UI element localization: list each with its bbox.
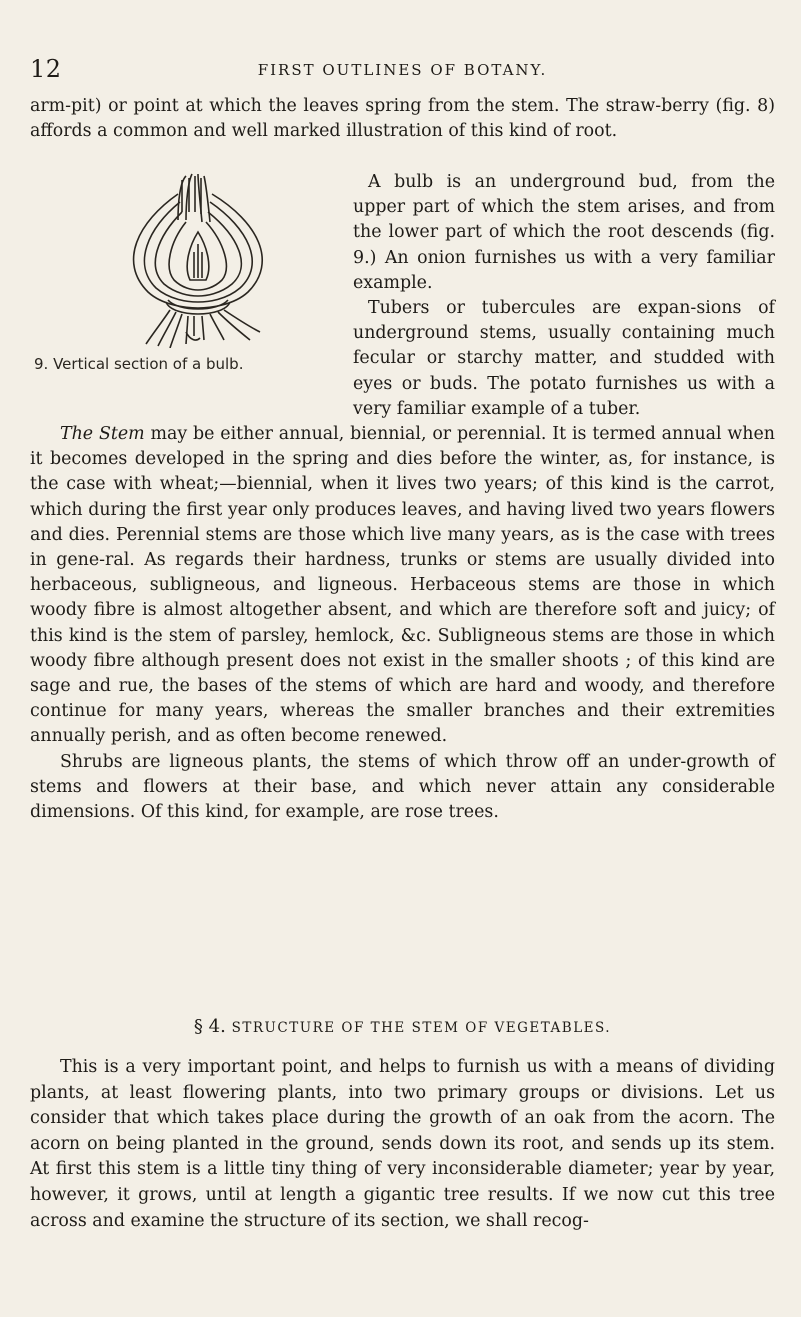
bulb-section-illustration — [108, 172, 288, 348]
figure-bulb — [30, 172, 345, 402]
paragraph-stem — [30, 422, 775, 750]
page-number: 12 — [30, 55, 62, 83]
figure-caption: 9. Vertical section of a bulb. — [34, 355, 244, 373]
section-title: STRUCTURE OF THE STEM OF VEGETABLES. — [231, 1020, 612, 1036]
page-header — [30, 55, 775, 85]
paragraph-structure: This is a very important point, and helps to furnish us with a means of dividing plants, at least flowering plants, into two primary groups or divisions. Let us consider that which takes place during the growth of an oak from the acorn. The acorn on being planted in the ground, sends down its root, and sends up its stem. At first this stem is a little tiny thing of very inconsiderable diameter; year by year, however, it grows, until at length a gigantic tree results. If we now cut this tree across and examine the structure of its section, we shall recog- — [30, 1057, 775, 1231]
section-heading — [30, 1016, 775, 1037]
paragraph-bulb: A bulb is an underground bud, from the upper part of which the stem arises, and from the lower part of which the root descends (fig. 9.) An onion furnishes us with a very familiar example. — [353, 172, 775, 293]
paragraph-root-illustration — [30, 94, 775, 144]
paragraph-shrubs: Shrubs are ligneous plants, the stems of which throw off an under-growth of stems and flowers at their base, and which never attain any considerable dimensions. Of this kind, for example, are rose trees. — [30, 751, 775, 823]
paragraph-tubers: Tubers or tubercules are expan-sions of underground stems, usually containing much fecular or starchy matter, and studded with eyes or buds. The potato furnishes us with a very familiar example of a tuber. — [353, 298, 775, 419]
paragraph-text: arm-pit) or point at which the leaves spring from the stem. The straw-berry (fig. 8) affords a common and well marked illustration of this kind of root. — [30, 96, 775, 142]
structure-section-text — [30, 1055, 775, 1234]
stem-section-text — [30, 422, 775, 825]
section-number: § 4. — [193, 1016, 226, 1037]
paragraph-stem-text: may be either annual, biennial, or perennial. It is termed annual when it becomes developed in the spring and dies before the winter, as, for instance, is the case with wheat;—biennial, when it lives two years; of this kind is the carrot, which during the first year only produces leaves, and having lived two years flowers and dies. Perennial stems are those which live many years, as is the case with trees in gene-ral. As regards their hardness, trunks or stems are usually divided into herbaceous, subligneous, and ligneous. Herbaceous stems are those in which woody fibre is almost altogether absent, and which are therefore soft and juicy; of this kind is the stem of parsley, hemlock, &c. Subligneous stems are those in which woody fibre although present does not exist in the smaller shoots ; of this kind are sage and rue, the bases of the stems of which are hard and woody, and therefore continue for many years, whereas the smaller branches and their extremities annually perish, and as often become renewed. — [30, 424, 776, 747]
bulb-tuber-column — [353, 170, 775, 422]
stem-lead-italic: The Stem — [60, 424, 145, 444]
running-head: FIRST OUTLINES OF BOTANY. — [257, 61, 548, 79]
